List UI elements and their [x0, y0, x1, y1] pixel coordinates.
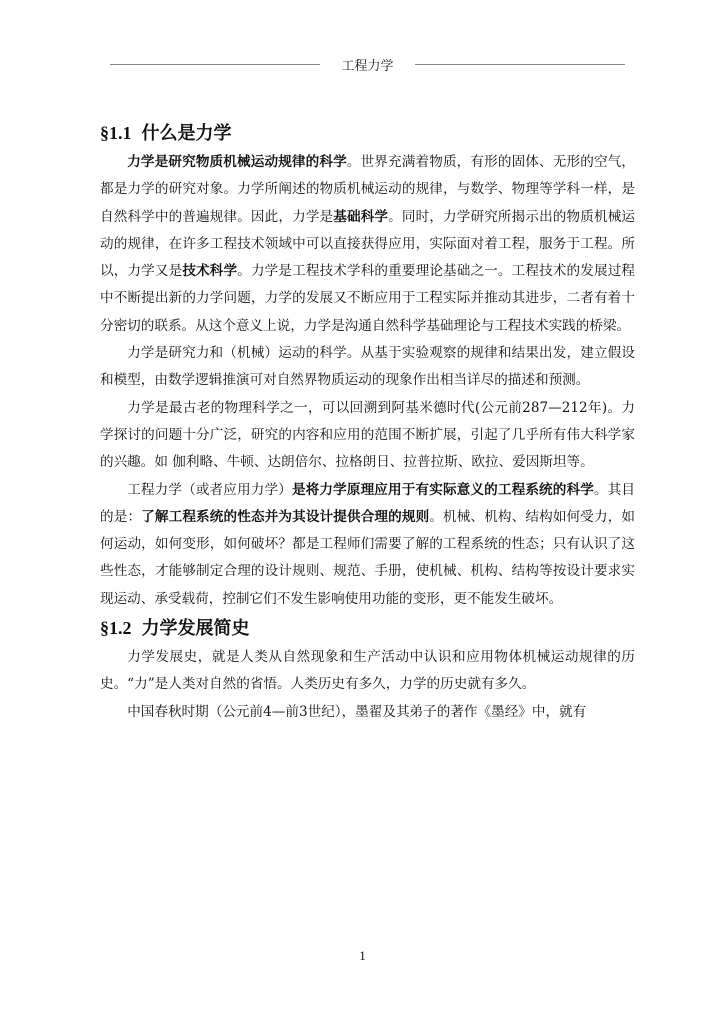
paragraph-text: 。世界充满着物质，有形的固体、无形的空气，都是力学的研究对象。力学所阐述的物质机械运动的规律，与数学、物理等学科一样，是自然科学中的普遍规律。因此，力学是	[100, 154, 636, 225]
bold-phrase: 是将力学原理应用于有实际意义的工程系统的科学	[291, 481, 594, 498]
paragraph-mojing: 中国春秋时期（公元前4—前3世纪），墨翟及其弟子的著作《墨经》中，就有	[127, 703, 587, 720]
header-title: 工程力学	[341, 59, 394, 74]
paragraph-text: 。力学是工程技术学科的重要理论基础之一。工程技术的发展过程中不断提出新的力学问题，力学的发展又不断应用于工程实际并推动其进步，二者有着十分密切的联系。从这个意义上说，力学是沟通自然科学基础理论与工程技术实践的桥梁。	[100, 263, 636, 334]
paragraph-text: 。其目的是：	[100, 481, 636, 525]
paragraph-text: 工程力学（或者应用力学）	[127, 481, 292, 498]
paragraph-history: 力学是最古老的物理科学之一，可以回溯到阿基米德时代(公元前287—212年)。力学探讨的问题十分广泛，研究的内容和应用的范围不断扩展，引起了几乎所有伟大科学家的兴趣。如 伽利略、牛顿、达朗倍尔、拉格朗日、拉普拉斯、欧拉、爱因斯坦等。	[100, 399, 635, 471]
section-title: 什么是力学	[141, 123, 232, 144]
section-heading-1-1	[100, 118, 635, 149]
paragraph-definition	[100, 149, 635, 340]
paragraph-development: 力学发展史，就是人类从自然现象和生产活动中认识和应用物体机械运动规律的历史。“力”是人类对自然的省悟。人类历史有多久，力学的历史就有多久。	[100, 649, 635, 693]
paragraph-text: 。同时，力学研究所揭示出的物质机械运动的规律，在许多工程技术领域中可以直接获得应用，实际面对着工程，服务于工程。所以，力学又是	[100, 208, 636, 280]
section-number: §1.2	[100, 618, 132, 639]
header-rule-left	[110, 64, 320, 65]
document-body	[100, 118, 635, 726]
bold-phrase: 了解工程系统的性态并为其设计提供合理的规则	[141, 508, 430, 525]
section-title: 力学发展简史	[141, 618, 250, 640]
page-header	[110, 52, 625, 74]
page-number: 1	[359, 948, 366, 963]
section-number: §1.1	[100, 123, 132, 143]
paragraph-text: 。机械、机构、结构如何受力，如何运动，如何变形，如何破坏？都是工程师们需要了解的工程系统的性态；只有认识了这些性态，才能够制定合理的设计规则、规范、手册，使机械、机构、结构等按设计要求实现运动、承受载荷，控制它们不发生影响使用功能的变形，更不能发生破坏。	[100, 508, 636, 607]
section-heading-1-2	[100, 613, 635, 644]
bold-phrase: 基础科学	[333, 208, 389, 225]
paragraph-engineering-mechanics	[100, 477, 635, 613]
header-rule-right	[415, 64, 625, 65]
paragraph-science: 力学是研究力和（机械）运动的科学。从基于实验观察的规律和结果出发，建立假设和模型，由数学逻辑推演可对自然界物质运动的现象作出相当详尽的描述和预测。	[100, 345, 635, 389]
bold-phrase: 技术科学	[182, 263, 238, 280]
bold-phrase: 力学是研究物质机械运动规律的科学	[127, 154, 347, 170]
